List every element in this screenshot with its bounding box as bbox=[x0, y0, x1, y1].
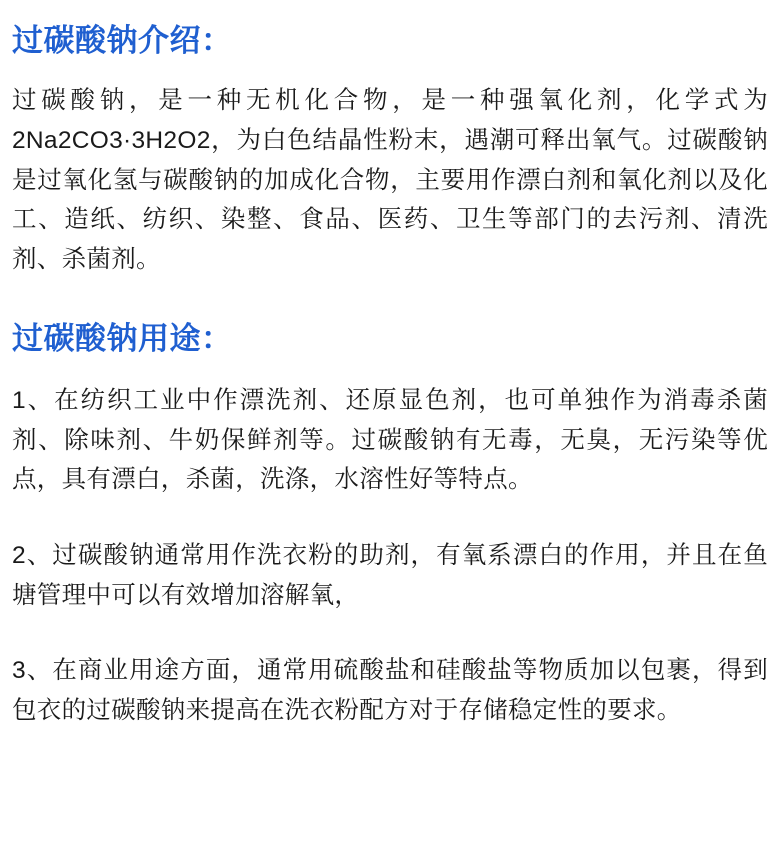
list-spacer bbox=[12, 500, 768, 536]
section-spacer bbox=[12, 280, 768, 320]
list-item: 3、在商业用途方面，通常用硫酸盐和硅酸盐等物质加以包裹，得到包衣的过碳酸钠来提高在洗衣粉配方对于存储稳定性的要求。 bbox=[12, 657, 768, 724]
section-heading-introduction: 过碳酸钠介绍： bbox=[12, 23, 233, 58]
list-item: 1、在纺织工业中作漂洗剂、还原显色剂，也可单独作为消毒杀菌剂、除味剂、牛奶保鲜剂等。过碳酸钠有无毒，无臭，无污染等优点，具有漂白，杀菌，洗涤，水溶性好等特点。 bbox=[12, 386, 768, 494]
section-heading-uses: 过碳酸钠用途： bbox=[12, 320, 233, 356]
section-uses bbox=[12, 320, 768, 731]
uses-list bbox=[12, 381, 768, 731]
list-item: 2、过碳酸钠通常用作洗衣粉的助剂，有氧系漂白的作用，并且在鱼塘管理中可以有效增加溶解氧， bbox=[12, 541, 768, 609]
list-spacer bbox=[12, 615, 768, 651]
paragraph-introduction: 过碳酸钠，是一种无机化合物，是一种强氧化剂，化学式为2Na2CO3·3H2O2，为白色结晶性粉末，遇潮可释出氧气。过碳酸钠是过氧化氢与碳酸钠的加成化合物，主要用作漂白剂和氧化剂以及化工、造纸、纺织、染整、食品、医药、卫生等部门的去污剂、清洗剂、杀菌剂。 bbox=[12, 87, 768, 273]
section-introduction bbox=[12, 22, 768, 280]
